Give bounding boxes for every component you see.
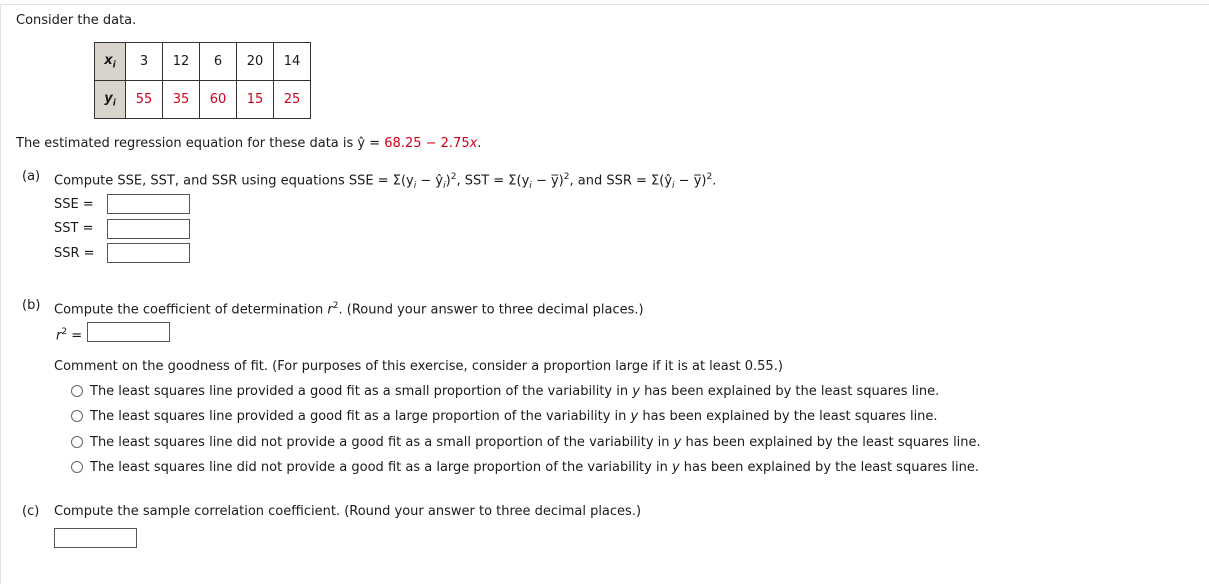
- x-cell: 3: [126, 43, 163, 81]
- y-row: [95, 81, 311, 119]
- sub-i: i: [672, 180, 675, 191]
- radio-button[interactable]: [71, 385, 83, 397]
- option-text-end: has been explained by the least squares line.: [679, 460, 979, 475]
- option-text: The least squares line did not provide a good fit as a large proportion of the variability in: [90, 460, 672, 475]
- sub-i: i: [443, 180, 446, 191]
- sst-input[interactable]: [107, 219, 190, 239]
- regression-end: .: [477, 136, 482, 151]
- x-cell: 20: [237, 43, 274, 81]
- option-var: y: [630, 409, 639, 424]
- option-text: The least squares line did not provide a good fit as a small proportion of the variability in: [90, 435, 674, 450]
- part-c-letter: (c): [22, 504, 40, 519]
- sub-i: i: [529, 180, 532, 191]
- option-text: The least squares line provided a good fit as a small proportion of the variability in: [90, 384, 633, 399]
- y-cell: 60: [200, 81, 237, 119]
- part-c-prompt: Compute the sample correlation coefficient. (Round your answer to three decimal places.): [54, 504, 642, 519]
- regression-sentence: [16, 136, 481, 152]
- r-symbol: r: [327, 302, 333, 318]
- data-table: [94, 42, 311, 119]
- sup-2: 2: [706, 172, 713, 182]
- sst-label: SST =: [54, 221, 94, 236]
- y-cell: 55: [126, 81, 163, 119]
- x-header-index: i: [112, 60, 116, 71]
- sub-i: i: [413, 180, 417, 191]
- part-b-prompt: [54, 298, 644, 318]
- radio-button[interactable]: [71, 436, 83, 448]
- option-text-end: has been explained by the least squares line.: [681, 435, 981, 450]
- part-a-prompt-4: , SST = Σ(y: [456, 173, 530, 189]
- y-header: [95, 81, 126, 119]
- part-a-prompt-5: − y̅): [531, 173, 564, 189]
- option-var: y: [671, 460, 680, 475]
- x-cell: 12: [163, 43, 200, 81]
- ssr-input[interactable]: [107, 243, 190, 263]
- part-a-prompt-end: .: [712, 173, 717, 189]
- r2-input[interactable]: [87, 322, 170, 342]
- regression-equation: 68.25 − 2.75: [384, 136, 470, 151]
- r2-label: [56, 324, 82, 344]
- part-a-prompt: [54, 169, 716, 194]
- y-cell: 35: [163, 81, 200, 119]
- part-b-prompt-text: Compute the coefficient of determination: [54, 302, 328, 318]
- sup-2: 2: [332, 301, 339, 311]
- radio-button[interactable]: [71, 461, 83, 473]
- fit-option[interactable]: [71, 460, 979, 476]
- part-a-prompt-7: − y̅): [674, 173, 707, 189]
- part-a-letter: (a): [22, 169, 41, 184]
- radio-button[interactable]: [71, 410, 83, 422]
- comment-text: Comment on the goodness of fit. (For purposes of this exercise, consider a proportion large if it is at least 0.55.): [54, 359, 783, 374]
- ssr-label: SSR =: [54, 246, 95, 261]
- x-header-label: x: [104, 52, 113, 68]
- x-row: [95, 43, 311, 81]
- regression-variable: x: [469, 136, 478, 151]
- y-cell: 15: [237, 81, 274, 119]
- y-header-label: y: [104, 90, 113, 106]
- option-text-end: has been explained by the least squares line.: [638, 409, 938, 424]
- fit-option[interactable]: [71, 435, 981, 451]
- part-b-prompt-end: . (Round your answer to three decimal places.): [338, 302, 644, 318]
- intro-text: Consider the data.: [16, 13, 137, 28]
- sse-input[interactable]: [107, 194, 190, 214]
- part-a-prompt-6: , and SSR = Σ(ŷ: [569, 173, 673, 189]
- option-text-end: has been explained by the least squares line.: [639, 384, 940, 399]
- sup-2: 2: [61, 327, 68, 337]
- option-var: y: [673, 435, 682, 450]
- r-symbol: r: [56, 328, 62, 344]
- x-cell: 14: [274, 43, 311, 81]
- x-cell: 6: [200, 43, 237, 81]
- correlation-input[interactable]: [54, 528, 137, 548]
- option-text: The least squares line provided a good fit as a large proportion of the variability in: [90, 409, 631, 424]
- part-a-prompt-2: − ŷ: [416, 173, 444, 189]
- y-cell: 25: [274, 81, 311, 119]
- part-a-prompt-3: ): [445, 173, 451, 189]
- sse-label: SSE =: [54, 197, 94, 212]
- sup-2: 2: [450, 172, 457, 182]
- r2-equals: =: [67, 328, 83, 344]
- option-var: y: [632, 384, 640, 399]
- part-a-prompt-1: Compute SSE, SST, and SSR using equations SSE = Σ(y: [54, 173, 414, 189]
- sup-2: 2: [563, 172, 570, 182]
- part-b-letter: (b): [22, 298, 41, 313]
- regression-text: The estimated regression equation for these data is ŷ =: [16, 136, 385, 151]
- fit-option[interactable]: [71, 409, 938, 425]
- y-header-index: i: [112, 98, 116, 109]
- fit-option[interactable]: [71, 384, 939, 400]
- x-header: [95, 43, 126, 81]
